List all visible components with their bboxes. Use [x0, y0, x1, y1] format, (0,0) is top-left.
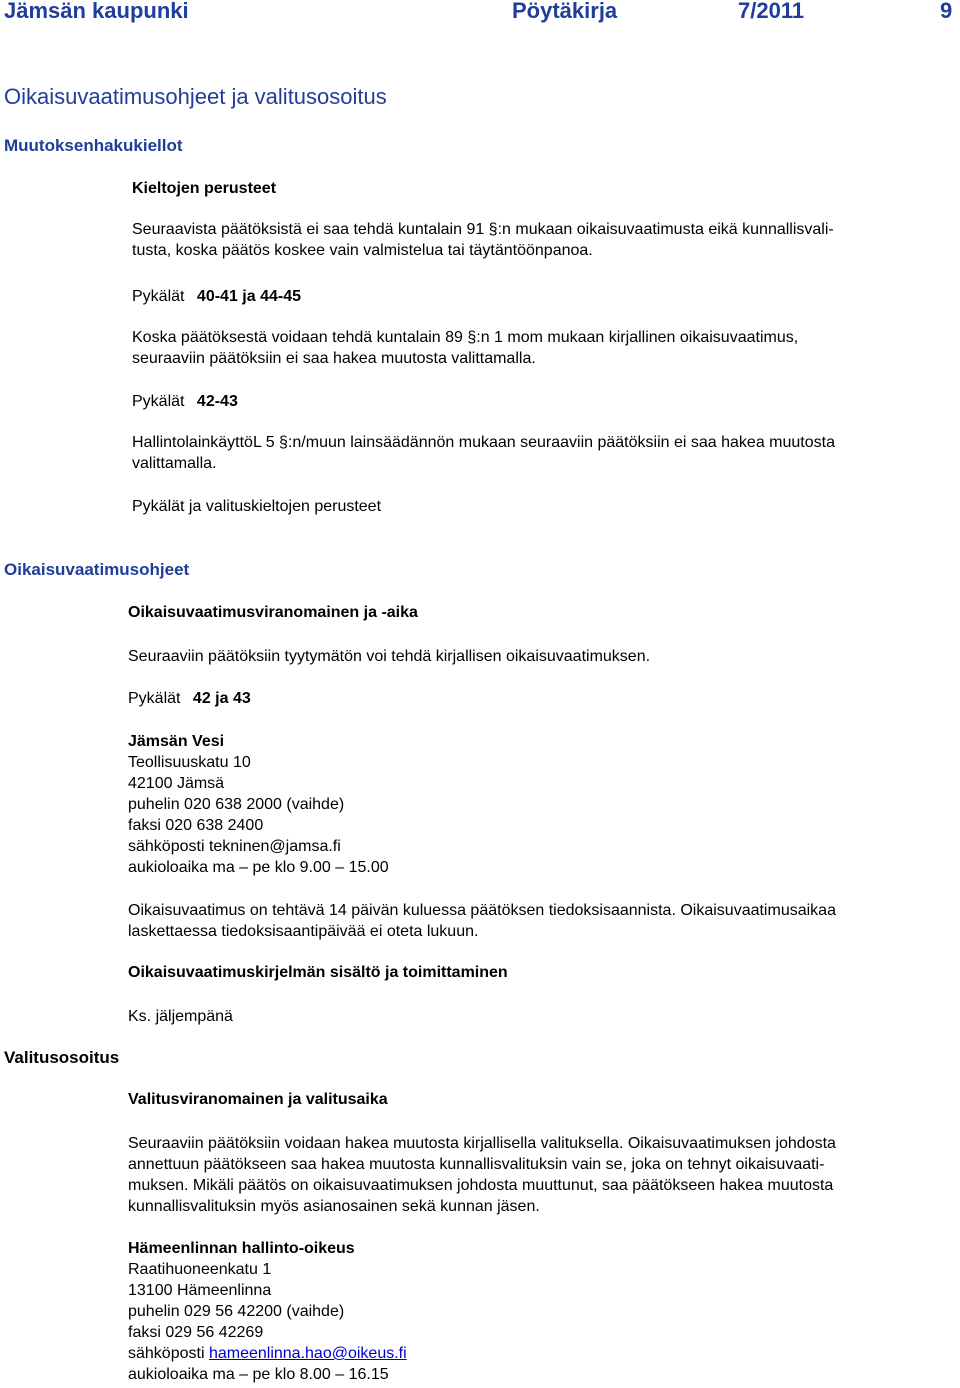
text-line: annettuun päätökseen saa hakea muutosta kunnallisvalituksin vain se, joka on tehnyt oikaisuvaati- — [128, 1156, 825, 1173]
text-line: Seuraavista päätöksistä ei saa tehdä kuntalain 91 §:n mukaan oikaisuvaatimusta eikä kunnallisvali- — [132, 221, 834, 238]
sections-label: Pykälät — [132, 288, 185, 305]
prohibitions-paragraph-1 — [132, 219, 834, 261]
authority-fax: faksi 020 638 2400 — [128, 817, 264, 834]
sections-value: 42-43 — [196, 393, 238, 410]
rectification-subheading: Oikaisuvaatimusviranomainen ja -aika — [128, 604, 418, 621]
text-line: Seuraaviin päätöksiin voidaan hakea muutosta kirjallisella valituksella. Oikaisuvaatimuksen johdosta — [128, 1135, 836, 1152]
authority-email: sähköposti tekninen@jamsa.fi — [128, 838, 341, 855]
appeal-heading: Valitusosoitus — [4, 1048, 120, 1067]
court-postal: 13100 Hämeenlinna — [128, 1282, 272, 1299]
rectification-heading: Oikaisuvaatimusohjeet — [4, 560, 190, 579]
rectification-paragraph-1: Seuraaviin päätöksiin tyytymätön voi tehdä kirjallisen oikaisuvaatimuksen. — [128, 648, 651, 665]
court-fax: faksi 029 56 42269 — [128, 1324, 264, 1341]
prohibitions-heading: Muutoksenhakukiellot — [4, 136, 183, 155]
text-line: seuraaviin päätöksiin ei saa hakea muutosta valittamalla. — [132, 350, 536, 367]
text-line: Koska päätöksestä voidaan tehdä kuntalain 89 §:n 1 mom mukaan kirjallinen oikaisuvaatimus, — [132, 329, 799, 346]
sections-line-1 — [132, 286, 301, 307]
text-line: HallintolainkäyttöL 5 §:n/muun lainsäädännön mukaan seuraaviin päätöksiin ei saa hakea muutosta — [132, 434, 835, 451]
court-phone: puhelin 029 56 42200 (vaihde) — [128, 1303, 345, 1320]
court-hours: aukioloaika ma – pe klo 8.00 – 16.15 — [128, 1366, 389, 1383]
text-line: muksen. Mikäli päätös on oikaisuvaatimuksen johdosta muuttunut, saa päätökseen hakea muutosta — [128, 1177, 834, 1194]
prohibitions-paragraph-2 — [132, 327, 798, 369]
sections-value: 42 ja 43 — [192, 690, 251, 707]
text-line: Oikaisuvaatimus on tehtävä 14 päivän kuluessa päätöksen tiedoksisaannista. Oikaisuvaatimusaikaa — [128, 902, 836, 919]
sections-label: Pykälät — [132, 393, 185, 410]
sections-value: 40-41 ja 44-45 — [196, 288, 301, 305]
rectification-paragraph-2 — [128, 900, 836, 942]
authority-postal: 42100 Jämsä — [128, 775, 225, 792]
sections-label: Pykälät — [128, 690, 181, 707]
prohibitions-subheading: Kieltojen perusteet — [132, 180, 277, 197]
header-issue: 7/2011 — [738, 0, 805, 23]
court-address-block — [128, 1238, 407, 1385]
prohibitions-paragraph-3 — [132, 432, 835, 474]
sections-line-4 — [128, 688, 251, 709]
rectification-content-heading: Oikaisuvaatimuskirjelmän sisältö ja toimittaminen — [128, 964, 508, 981]
authority-name: Jämsän Vesi — [128, 733, 225, 750]
authority-street: Teollisuuskatu 10 — [128, 754, 251, 771]
authority-phone: puhelin 020 638 2000 (vaihde) — [128, 796, 345, 813]
text-line: laskettaessa tiedoksisaantipäivää ei oteta lukuun. — [128, 923, 479, 940]
text-line: valittamalla. — [132, 455, 217, 472]
text-line: kunnallisvalituksin myös asianosainen sekä kunnan jäsen. — [128, 1198, 540, 1215]
court-street: Raatihuoneenkatu 1 — [128, 1261, 272, 1278]
court-email-link[interactable]: hameenlinna.hao@oikeus.fi — [208, 1345, 407, 1362]
court-email-line — [128, 1343, 407, 1364]
header-org: Jämsän kaupunki — [4, 0, 189, 23]
authority-hours: aukioloaika ma – pe klo 9.00 – 15.00 — [128, 859, 389, 876]
appeal-subheading: Valitusviranomainen ja valitusaika — [128, 1091, 388, 1108]
text-line: tusta, koska päätös koskee vain valmistelua tai täytäntöönpanoa. — [132, 242, 593, 259]
header-doc-type: Pöytäkirja — [512, 0, 618, 23]
header-page-number: 9 — [940, 0, 953, 23]
appeal-paragraph-1 — [128, 1133, 836, 1217]
court-email-label: sähköposti — [128, 1345, 205, 1362]
sections-line-2 — [132, 391, 238, 412]
rectification-content-text: Ks. jäljempänä — [128, 1008, 233, 1025]
court-name: Hämeenlinnan hallinto-oikeus — [128, 1240, 355, 1257]
page-title: Oikaisuvaatimusohjeet ja valitusosoitus — [4, 84, 387, 109]
sections-line-3: Pykälät ja valituskieltojen perusteet — [132, 498, 382, 515]
authority-address-block — [128, 731, 389, 878]
